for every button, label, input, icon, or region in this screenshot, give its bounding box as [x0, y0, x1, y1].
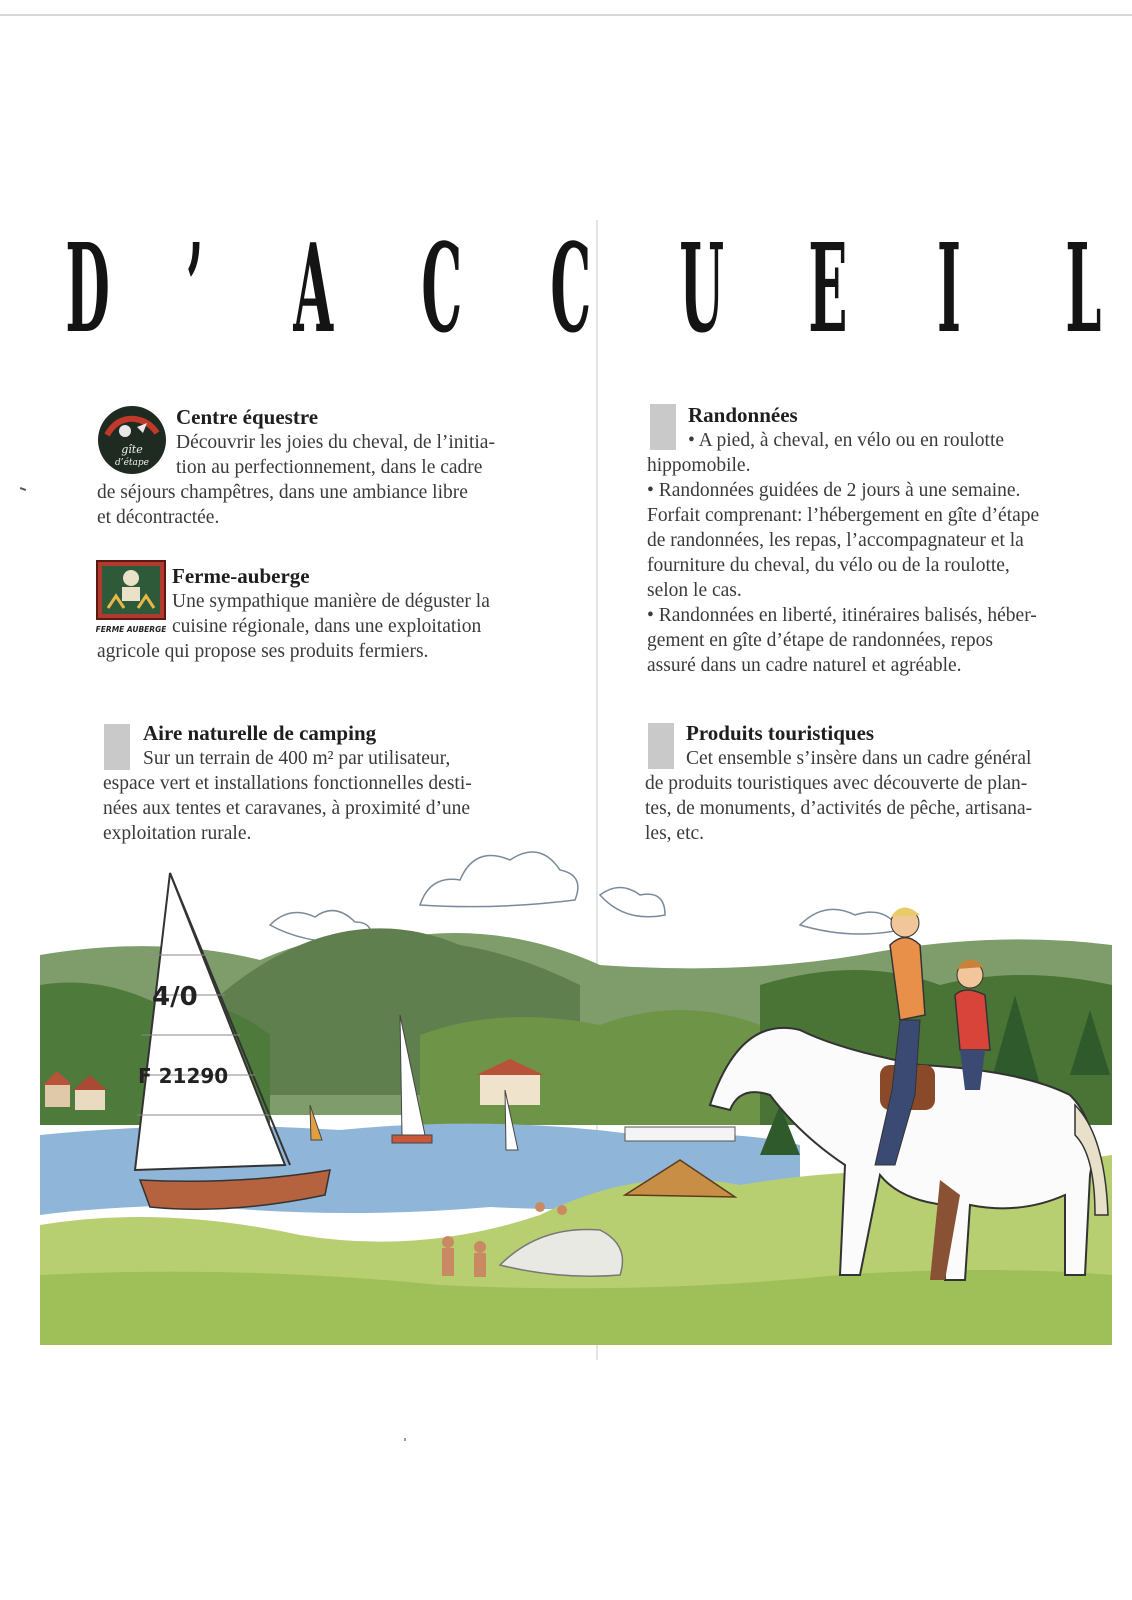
section-line: de randonnées, les repas, l’accompagnateur et la [647, 530, 1024, 551]
headline-letter: A [292, 216, 333, 360]
section-line: les, etc. [645, 823, 705, 844]
section-produits-touristiques [645, 720, 1085, 846]
section-line: Sur un terrain de 400 m² par utilisateur, [143, 748, 451, 769]
headline-letter: D [65, 216, 110, 360]
section-line: de produits touristiques avec découverte de plan- [645, 773, 1028, 794]
section-randonnees [647, 402, 1087, 678]
section-line: fourniture du cheval, du vélo ou de la roulotte, [647, 555, 1010, 576]
forest-middle [420, 1010, 760, 1125]
section-title: Produits touristiques [686, 721, 875, 745]
section-line: Forfait comprenant: l’hébergement en gîte d’étape [647, 505, 1040, 526]
section-line: Découvrir les joies du cheval, de l’initia- [176, 432, 495, 453]
section-title: Ferme-auberge [172, 564, 310, 588]
logo-etape-word: d’étape [114, 458, 150, 468]
section-line: • A pied, à cheval, en vélo ou en roulotte [688, 430, 1005, 451]
sail-emblem: 4/0 [152, 982, 198, 1012]
scan-edge-line [0, 14, 1132, 16]
section-line: Cet ensemble s’insère dans un cadre général [686, 748, 1032, 769]
headline-letter: I [937, 216, 962, 360]
section-camping [103, 720, 553, 846]
section-centre-equestre [97, 404, 547, 530]
headline-letter: C [550, 216, 592, 360]
section-title: Aire naturelle de camping [143, 721, 377, 745]
section-line: gement en gîte d’étape de randonnées, repos [647, 630, 993, 651]
scan-speck [404, 1438, 406, 1441]
sail-number: F 21290 [138, 1064, 229, 1088]
section-ferme-auberge [97, 563, 547, 664]
section-line: et décontractée. [97, 507, 220, 528]
section-line: espace vert et installations fonctionnelles desti- [103, 773, 472, 794]
logo-ferme-auberge-word: FERME AUBERGE [96, 625, 166, 634]
headline-letter: C [421, 216, 463, 360]
headline-letter: ’ [185, 216, 204, 360]
section-line: agricole qui propose ses produits fermiers. [97, 641, 429, 662]
section-line: nées aux tentes et caravanes, à proximité d’une [103, 798, 471, 819]
section-line: tes, de monuments, d’activités de pêche, artisana- [645, 798, 1033, 819]
section-line: exploitation rurale. [103, 823, 252, 844]
section-line: • Randonnées en liberté, itinéraires balisés, héber- [647, 605, 1037, 626]
headline-accueil [48, 216, 1108, 360]
section-line: assuré dans un cadre naturel et agréable. [647, 655, 962, 676]
section-line: selon le cas. [647, 580, 742, 601]
section-line: hippomobile. [647, 455, 751, 476]
section-line: Une sympathique manière de déguster la [172, 591, 490, 612]
section-line: de séjours champêtres, dans une ambiance libre [97, 482, 468, 503]
logo-gite-word: gîte [121, 443, 143, 456]
section-line: cuisine régionale, dans une exploitation [172, 616, 482, 637]
scan-mark [20, 487, 26, 491]
headline-letter: U [679, 216, 724, 360]
section-title: Centre équestre [176, 405, 319, 429]
section-line: • Randonnées guidées de 2 jours à une semaine. [647, 480, 1021, 501]
lake-boat [625, 1127, 735, 1141]
section-line: tion au perfectionnement, dans le cadre [176, 457, 483, 478]
headline-letter: L [1065, 216, 1102, 360]
landscape-illustration [40, 835, 1112, 1345]
section-title: Randonnées [688, 403, 798, 427]
headline-letter: E [807, 216, 847, 360]
